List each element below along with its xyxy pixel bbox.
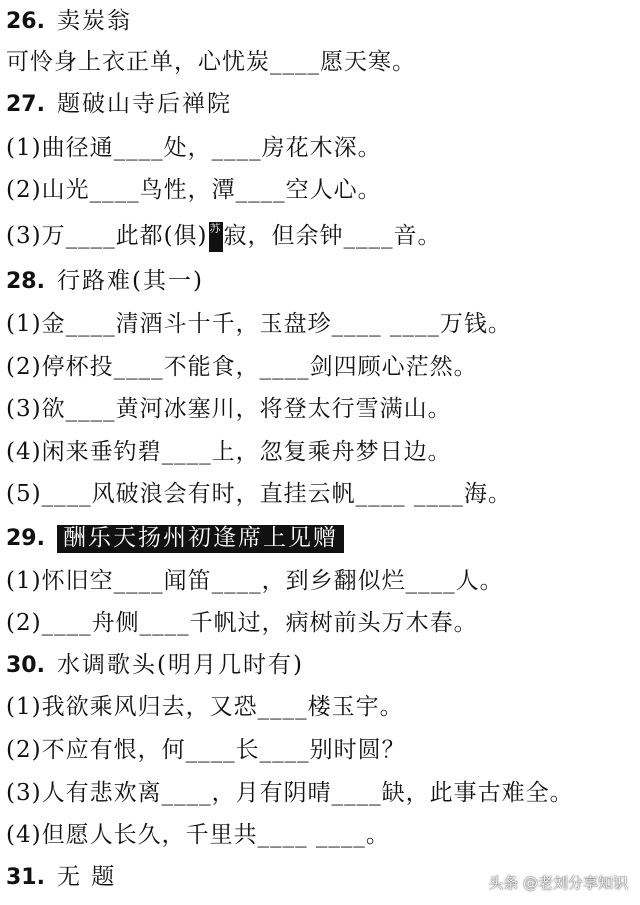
text-line: (4)但愿人长久，千里共____ ____。 [6, 822, 390, 848]
highlight-marker: 苏 [209, 222, 223, 252]
watermark: 头条 @老刘分享知识 [488, 874, 628, 892]
text-line: (5)____风破浪会有时，直挂云帆____ ____海。 [6, 481, 512, 507]
heading-number: 31. [6, 865, 45, 890]
text-line: (3)欲____黄河冰塞川，将登太行雪满山。 [6, 396, 452, 422]
heading-title: 无 题 [56, 864, 117, 890]
heading-26 [6, 4, 634, 39]
text-line: (1)曲径通____处，____房花木深。 [6, 135, 382, 161]
heading-title: 卖炭翁 [56, 8, 132, 34]
text-line: (1)怀旧空____闻笛____，到乡翻似烂____人。 [6, 568, 504, 594]
heading-27 [6, 87, 634, 122]
text-line: (2)____舟侧____千帆过，病树前头万木春。 [6, 610, 478, 636]
text-line: (1)我欲乘风归去，又恐____楼玉宇。 [6, 694, 404, 720]
heading-number: 26. [6, 9, 45, 34]
heading-29 [6, 521, 634, 556]
heading-number: 29. [6, 526, 45, 551]
heading-28 [6, 264, 634, 299]
heading-30 [6, 648, 634, 683]
heading-number: 27. [6, 92, 45, 117]
heading-title-highlighted: 酬乐天扬州初逢席上见赠 [57, 525, 344, 553]
text-line [6, 219, 634, 253]
heading-number: 28. [6, 269, 45, 294]
text-line: (2)停杯投____不能食，____剑四顾心茫然。 [6, 354, 478, 380]
text-segment: (3)万____此都(俱) [6, 223, 208, 249]
text-line: (1)金____清酒斗十千，玉盘珍____ ____万钱。 [6, 311, 512, 337]
text-line: (2)不应有恨，何____长____别时圆？ [6, 737, 406, 763]
heading-title: 行路难(其一) [56, 268, 204, 294]
text-line: (2)山光____鸟性，潭____空人心。 [6, 177, 382, 203]
heading-number: 30. [6, 653, 45, 678]
text-line: 可怜身上衣正单，心忧炭____愿天寒。 [6, 49, 416, 75]
text-segment: 寂，但余钟____音。 [223, 223, 442, 249]
text-line: (3)人有悲欢离____，月有阴晴____缺，此事古难全。 [6, 780, 574, 806]
heading-title: 水调歌头(明月几时有) [56, 652, 304, 678]
text-line: (4)闲来垂钓碧____上，忽复乘舟梦日边。 [6, 439, 452, 465]
heading-title: 题破山寺后禅院 [56, 91, 232, 117]
